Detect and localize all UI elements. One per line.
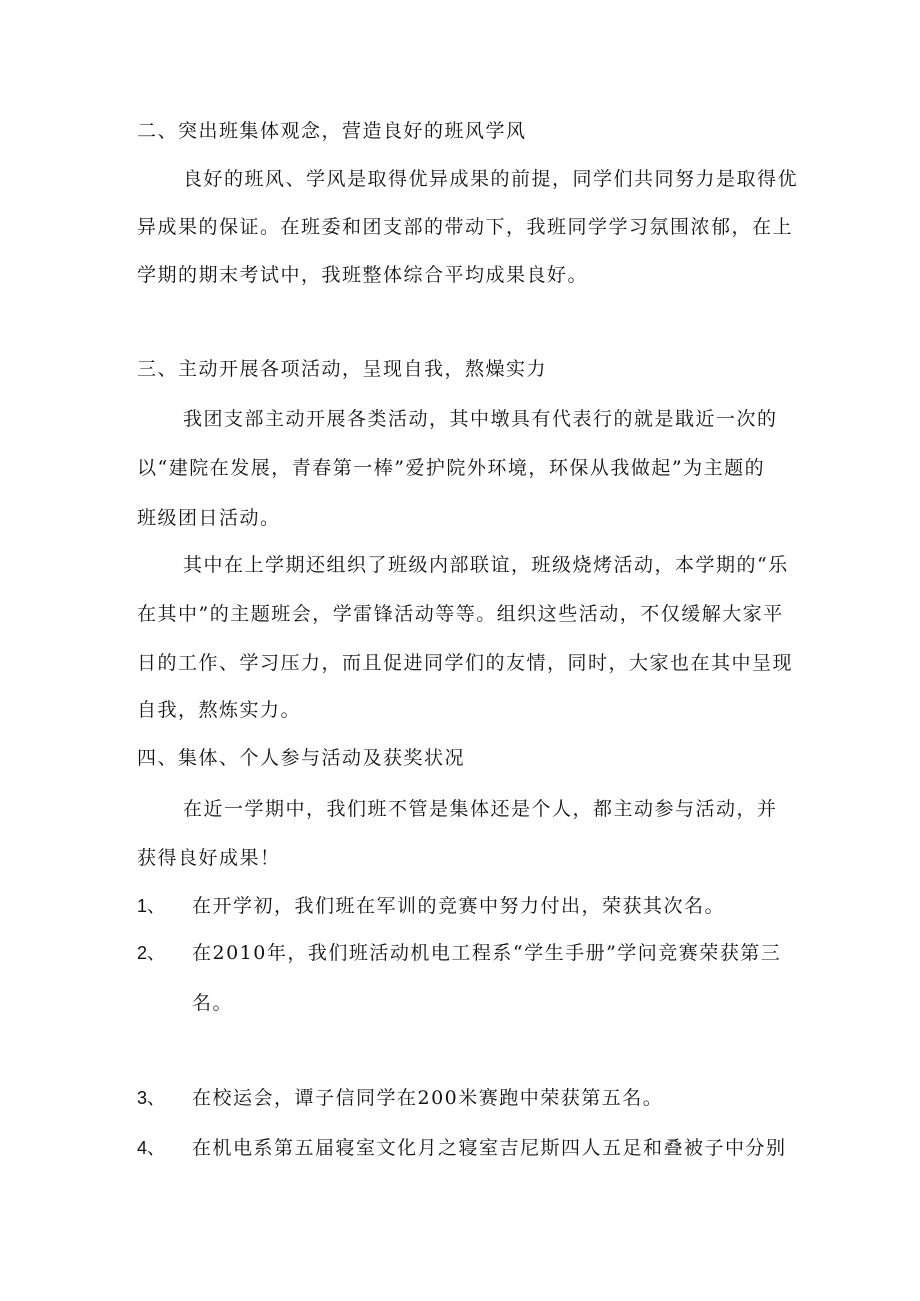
paragraph-line: 班级团日活动。 [137, 507, 281, 529]
list-item-text: 在开学初，我们班在军训的竞赛中努力付出，荣获其次名。 [192, 895, 726, 917]
list-item-number: 2、 [137, 943, 166, 963]
paragraph-line: 异成果的保证。在班委和团支部的带动下，我班同学学习氛围浓郁，在上 [137, 216, 794, 238]
paragraph-line: 良好的班风、学风是取得优异成果的前提，同学们共同努力是取得优 [183, 168, 799, 190]
paragraph-line: 在其中”的主题班会，学雷锋活动等等。组织这些活动，不仅缓解大家平 [137, 603, 784, 625]
paragraph-line: 其中在上学期还组织了班级内部联谊，班级烧烤活动，本学期的“乐 [183, 554, 789, 576]
paragraph-line: 自我，熬炼实力。 [137, 699, 302, 721]
list-item-text: 在校运会，谭子信同学在200米赛跑中荣获第五名。 [192, 1087, 664, 1109]
paragraph-line: 我团支部主动开展各类活动，其中墩具有代表行的就是戢近一次的 [183, 408, 778, 430]
list-item-number: 3、 [137, 1088, 166, 1108]
list-item-number: 4、 [137, 1138, 166, 1158]
paragraph-line: 在近一学期中，我们班不管是集体还是个人，都主动参与活动，并 [183, 798, 778, 820]
section-heading: 三、主动开展各项活动，呈现自我，熬燥实力 [137, 358, 548, 380]
section-heading: 四、集体、个人参与活动及获奖状况 [137, 747, 466, 769]
list-item-text: 在2010年，我们班活动机电工程系“学生手册”学问竞赛荣获第三 [192, 942, 782, 964]
paragraph-line: 以“建院在发展，青春第一棒”爱护院外环境，环保从我做起”为主题的 [137, 457, 766, 479]
list-item-number: 1、 [137, 896, 166, 916]
section-heading: 二、突出班集体观念，营造良好的班风学风 [137, 120, 527, 142]
paragraph-line: 学期的期末考试中，我班整体综合平均成果良好。 [137, 264, 589, 286]
list-item-text: 在机电系第五届寝室文化月之寝室吉尼斯四人五足和叠被子中分别 [192, 1137, 787, 1159]
paragraph-line: 日的工作、学习压力，而且促进同学们的友情，同时，大家也在其中呈现 [137, 652, 794, 674]
list-item-text: 名。 [192, 992, 234, 1014]
paragraph-line: 获得良好成果！ [137, 847, 281, 869]
